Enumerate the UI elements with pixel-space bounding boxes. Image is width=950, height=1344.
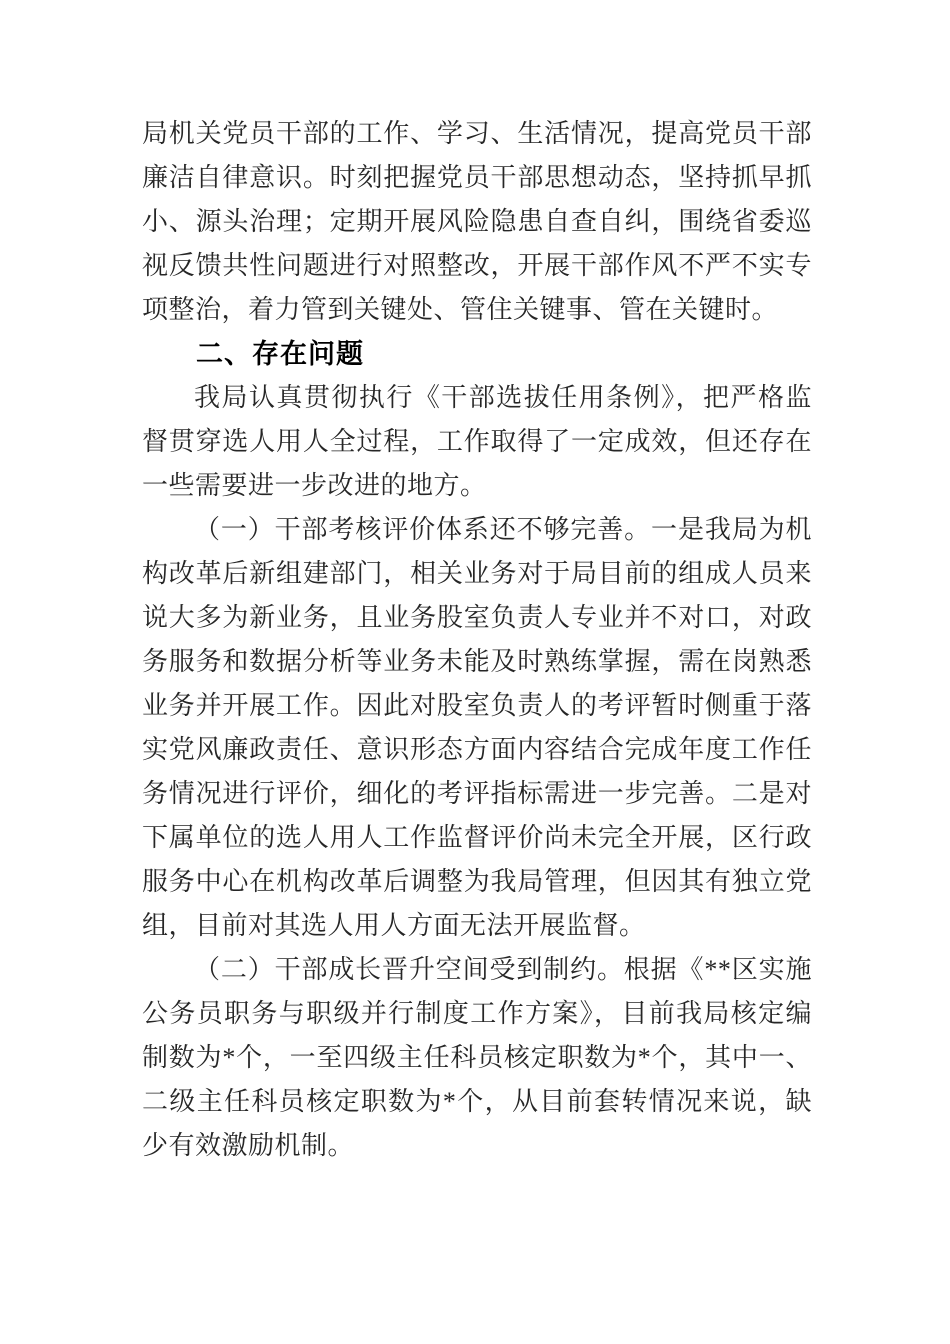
- document-content: [142, 112, 812, 1168]
- paragraph: （二）干部成长晋升空间受到制约。根据《**区实施公务员职务与职级并行制度工作方案》，目前我局核定编制数为*个，一至四级主任科员核定职数为*个，其中一、二级主任科员核定职数为*个，从目前套转情况来说，缺少有效激励机制。: [142, 955, 812, 1160]
- paragraph: 我局认真贯彻执行《干部选拔任用条例》，把严格监督贯穿选人用人全过程，工作取得了一定成效，但还存在一些需要进一步改进的地方。: [142, 383, 812, 500]
- section-heading: 二、存在问题: [196, 339, 364, 369]
- paragraph: 局机关党员干部的工作、学习、生活情况，提高党员干部廉洁自律意识。时刻把握党员干部思想动态，坚持抓早抓小、源头治理；定期开展风险隐患自查自纠，围绕省委巡视反馈共性问题进行对照整改，开展干部作风不严不实专项整治，着力管到关键处、管住关键事、管在关键时。: [142, 119, 812, 324]
- paragraph: （一）干部考核评价体系还不够完善。一是我局为机构改革后新组建部门，相关业务对于局目前的组成人员来说大多为新业务，且业务股室负责人专业并不对口，对政务服务和数据分析等业务未能及时熟练掌握，需在岗熟悉业务并开展工作。因此对股室负责人的考评暂时侧重于落实党风廉政责任、意识形态方面内容结合完成年度工作任务情况进行评价，细化的考评指标需进一步完善。二是对下属单位的选人用人工作监督评价尚未完全开展，区行政服务中心在机构改革后调整为我局管理，但因其有独立党组，目前对其选人用人方面无法开展监督。: [142, 515, 812, 940]
